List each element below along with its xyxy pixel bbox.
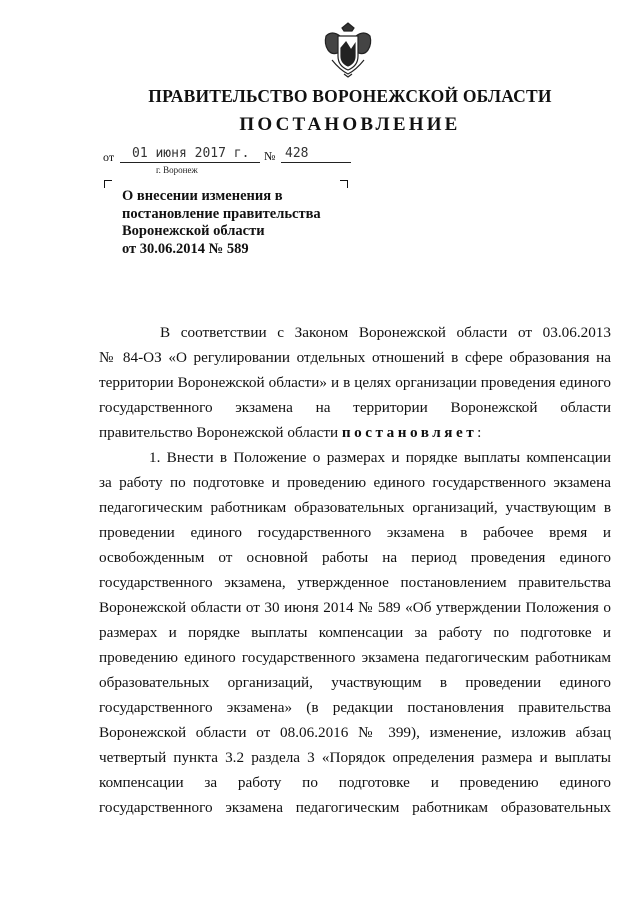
subject-line: от 30.06.2014 № 589 — [122, 240, 249, 257]
bracket-corner-left — [104, 180, 112, 188]
decree-keyword: постановляет — [341, 424, 478, 441]
body-line: за работу по подготовке и проведению единого государственного экзамена — [99, 474, 611, 491]
body-line: освобожденным от основной работы на период проведения единого — [99, 549, 611, 566]
body-line: Воронежской области от 08.06.2016 № 399), изменение, изложив абзац — [99, 724, 611, 741]
subject-heading — [122, 188, 362, 258]
body-line: четвертый пункта 3.2 раздела 3 «Порядок определения размера и выплаты — [99, 749, 611, 766]
subject-line: О внесении изменения в — [122, 188, 283, 204]
document-number: 428 — [281, 146, 351, 163]
organization-title: ПРАВИТЕЛЬСТВО ВОРОНЕЖСКОЙ ОБЛАСТИ — [148, 86, 552, 106]
body-line: педагогическим работникам образовательных организаций, участвующим в — [99, 499, 611, 516]
place: г. Воронеж — [156, 165, 198, 175]
body-line: 1. Внести в Положение о размерах и порядке выплаты компенсации — [149, 449, 611, 466]
body-line: проведении единого государственного экзамена в рабочее время и — [99, 524, 611, 541]
body-line: проведению единого государственного экзамена педагогическим работникам — [99, 649, 611, 666]
body-text: правительство Воронежской области — [99, 424, 342, 441]
date-prefix: от — [103, 150, 115, 164]
body-line: № 84-ОЗ «О регулировании отдельных отношений в сфере образования на — [99, 349, 611, 366]
body-line: компенсации за работу по подготовке и проведению единого — [99, 774, 611, 791]
body-line: образовательных организаций, участвующим в проведении единого — [99, 674, 611, 691]
document-body — [99, 320, 611, 820]
body-line: государственного экзамена, утвержденное постановлением правительства — [99, 574, 611, 591]
subject-line: постановление правительства — [122, 205, 321, 222]
body-line: Воронежской области от 30 июня 2014 № 589 «Об утверждении Положения о — [99, 599, 611, 616]
body-line: государственного экзамена педагогическим работникам образовательных — [99, 799, 611, 816]
bracket-corner-right — [340, 180, 348, 188]
body-line: государственного экзамена» (в редакции постановления правительства — [99, 699, 611, 716]
coat-of-arms-icon — [322, 22, 374, 78]
body-line: размерах и порядке выплаты компенсации за работу по подготовке и — [99, 624, 611, 641]
document-date: 01 июня 2017 г. — [120, 146, 260, 163]
body-line: государственного экзамена на территории Воронежской области — [99, 399, 611, 416]
body-line — [99, 420, 611, 445]
subject-line: Воронежской области — [122, 223, 265, 239]
number-prefix: № — [264, 149, 276, 163]
body-line: территории Воронежской области» и в целях организации проведения единого — [99, 374, 611, 391]
body-text: : — [477, 424, 482, 441]
document-type: ПОСТАНОВЛЕНИЕ — [239, 114, 461, 135]
body-line: В соответствии с Законом Воронежской области от 03.06.2013 — [160, 324, 611, 341]
